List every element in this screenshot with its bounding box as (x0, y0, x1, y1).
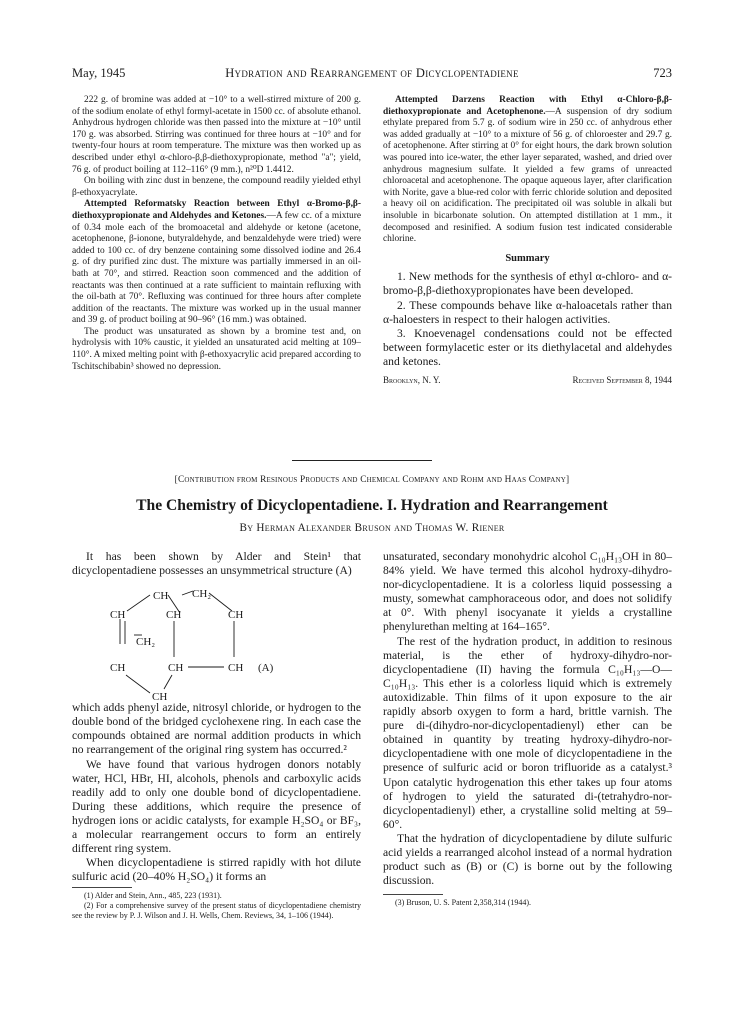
paragraph: unsaturated, secondary monohydric alcohol C₁₀H₁₃OH in 80–84% yield. We have termed this alcohol hydroxy-dihydro-nor-dicyclopentadiene. It is a colorless liquid possessing a musty, somewhat camphoraceous odor, and does not solidify at 0°. With phenyl isocyanate it yields a crystalline phenylurethan melting at 164–165°. (383, 550, 672, 634)
paragraph: Attempted Darzens Reaction with Ethyl α-Chloro-β,β-diethoxypropionate and Acetophenone.—A suspension of dry sodium ethylate prepared from 5.7 g. of sodium wire in 250 cc. of anhydrous ether was added gradually at −10° to a mixture of 56 g. of chloroester and 29.7 g. of acetophenone. After stirring at 0° for eight hours, the dark brown solution was poured into ice-water, the ether layer separated, washed, and dried over anhydrous magnesium sulfate. It yielded a few grams of unreacted chloroacetal and acetophenone. The opaque aqueous layer, after clarification with Norite, gave a blue-red color with ferric chloride solution and deposited a heavy oil on acidification. The precipitated oil was soluble in alkali but insoluble in bicarbonate solution. On attempted distillation at 1 mm., it decomposed and resinified. A sodium fusion test indicated considerable chlorine. (383, 95, 672, 245)
paragraph: The rest of the hydration product, in addition to resinous material, is the ether of hydroxy-dihydro-nor-dicyclopentadiene (II) having the formula C₁₀H₁₃—O—C₁₀H₁₃. This ether is a colorless liquid which is extremely autoxidizable. Thin films of it upon exposure to the air rapidly absorb oxygen to form a hard, brittle varnish. The pure di-(dihydro-nor-dicyclopentadienyl) ether can be obtained in quantity by treating hydroxy-dihydro-nor-dicyclopentadiene with one mole of dicyclopentadiene in the presence of sulfuric acid or boron trifluoride as a catalyst.³ Upon catalytic hydrogenation this ether takes up four atoms of hydrogen to yield the saturated di-(tetrahydro-nor-dicyclopentadienyl) ether, a crystalline solid melting at 59–60°. (383, 634, 672, 831)
atom-label: CH (228, 609, 244, 621)
paragraph: Attempted Reformatsky Reaction between Ethyl α-Bromo-β,β-diethoxypropionate and Aldehydes and Ketones.—A few cc. of a mixture of 0.34 mole each of the bromoacetal and aldehyde or ketone (acetone, acetophenone, β-ionone, butyraldehyde, and benzaldehyde were tried) were added to 100 cc. of dry benzene containing some dissolved iodine and 26.4 g. of dry purified zinc dust. The mixture was partially immersed in an oil-bath at 70°, and stirred. Reaction soon commenced and the addition of reactants was then continued at a rate sufficient to maintain refluxing with the oil-bath at 70°. Refluxing was continued for three hours after complete addition of the reactants. The mixture was worked up in the usual manner and 39 g. of product boiling at 90–96° (16 mm.) was obtained. (72, 199, 361, 326)
paragraph: That the hydration of dicyclopentadiene by dilute sulfuric acid yields a rearranged alcohol instead of a normal hydration product such as (B) or (C) is borne out by the following discussion. (383, 831, 672, 888)
paragraph: When dicyclopentadiene is stirred rapidly with hot dilute sulfuric acid (20–40% H₂SO₄) it forms an (72, 856, 361, 884)
header-date: May, 1945 (72, 66, 126, 80)
atom-label: CH (152, 691, 168, 703)
experimental-right-column (383, 95, 672, 387)
footnote: (2) For a comprehensive survey of the present status of dicyclopentadiene chemistry see the review by P. J. Wilson and J. H. Wells, Chem. Reviews, 34, 1–106 (1944). (72, 901, 361, 920)
structure-label: (A) (258, 662, 274, 674)
section-divider (292, 460, 432, 461)
section-heading: Attempted Reformatsky Reaction between Ethyl α-Bromo-β,β-diethoxypropionate and Aldehydes and Ketones. (72, 199, 361, 221)
paragraph: It has been shown by Alder and Stein¹ that dicyclopentadiene possesses an unsymmetrical structure (A) (72, 550, 361, 578)
page-number: 723 (653, 66, 672, 80)
location: Brooklyn, N. Y. (383, 374, 441, 385)
summary-heading: Summary (505, 252, 550, 264)
atom-label: CH₂ (136, 636, 156, 648)
summary-item: 2. These compounds behave like α-haloacetals rather than α-haloesters in respect to their halogen activities. (383, 298, 672, 326)
paragraph: The product was unsaturated as shown by a bromine test and, on hydrolysis with 10% caustic, it yielded an unsaturated acid melting at 109–110°. A mixed melting point with β-ethoxyacrylic acid prepared according to Tschitschibabin³ showed no depression. (72, 326, 361, 372)
running-header (72, 66, 672, 82)
footnote: (3) Bruson, U. S. Patent 2,358,314 (1944). (395, 898, 531, 908)
atom-label: CH (110, 662, 126, 674)
atom-label: CH (166, 609, 182, 621)
atom-label: CH (228, 662, 244, 674)
article-title: The Chemistry of Dicyclopentadiene. I. Hydration and Rearrangement (136, 497, 608, 514)
header-title: Hydration and Rearrangement of Dicyclopentadiene (225, 66, 519, 80)
received-date: Received September 8, 1944 (572, 374, 672, 385)
paragraph: 222 g. of bromine was added at −10° to a well-stirred mixture of 200 g. of the sodium enolate of ethyl formyl-acetate in 1500 cc. of absolute ethanol. Anhydrous hydrogen chloride was then passed into the mixture at −10° until 170 g. was absorbed. Stirring was continued for three hours at −10° and for twenty-four hours at room temperature. The mixture was then worked up as described under ethyl α-chloro-β,β-diethoxypropionate, method "a"; yield, 76 g. of product boiling at 112–116° (9 mm.), n²⁰D 1.4412. (72, 95, 361, 175)
atom-label: CH (153, 590, 169, 602)
paragraph: We have found that various hydrogen donors notably water, HCl, HBr, HI, alcohols, phenols and carboxylic acids readily add to only one double bond of dicyclopentadiene. During these additions, which require the presence of hydrogen ions or acidic catalysts, for example H₂SO₄ or BF₃, a molecular rearrangement occurs to form an entirely different ring system. (72, 757, 361, 856)
contribution-line: [Contribution from Resinous Products and Chemical Company and Rohm and Haas Company] (174, 475, 570, 485)
signature-line (383, 375, 672, 387)
summary-item: 3. Knoevenagel condensations could not be effected between formylacetic ester or its diethylacetal and aldehydes and ketones. (383, 326, 672, 368)
atom-label: CH (110, 609, 126, 621)
atom-label: CH (168, 662, 184, 674)
footnote-rule (72, 887, 132, 888)
paragraph: which adds phenyl azide, nitrosyl chloride, or hydrogen to the double bond of the bridged cyclohexene ring. In each case the compounds obtained are normal addition products in which no rearrangement of the original ring system has occurred.² (72, 701, 361, 757)
article-right-column (383, 550, 672, 908)
atom-label: CH₂ (192, 589, 212, 600)
article-authors: By Herman Alexander Bruson and Thomas W. Riener (239, 522, 505, 534)
section-heading: Attempted Darzens Reaction with Ethyl α-Chloro-β,β-diethoxypropionate and Acetophenone. (383, 95, 672, 117)
experimental-left-column (72, 95, 361, 373)
footnote: (1) Alder and Stein, Ann., 485, 223 (1931). (84, 891, 222, 901)
summary-item: 1. New methods for the synthesis of ethyl α-chloro- and α-bromo-β,β-diethoxypropionates have been developed. (383, 270, 672, 298)
dicyclopentadiene-structure (108, 589, 288, 705)
paragraph: On boiling with zinc dust in benzene, the compound readily yielded ethyl β-ethoxyacrylate. (72, 176, 361, 198)
footnote-rule (383, 894, 443, 895)
